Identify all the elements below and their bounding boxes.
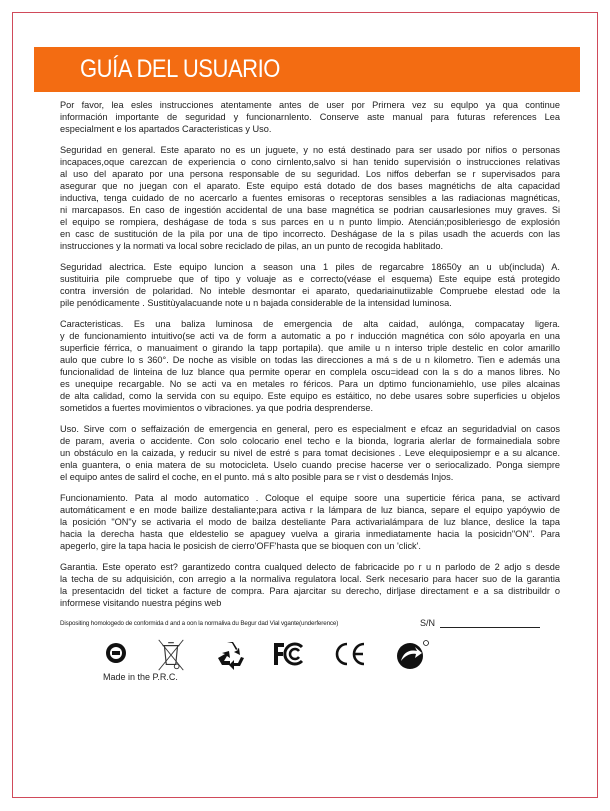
text-line: especialment e los apartados Caracteristicas y Uso. [60, 124, 272, 134]
text-line: Garantia. Este operato est? garantizedo contra cualqued delecto de fabricacide po r u n parlodo de 2 adjo s desde [60, 562, 560, 572]
text-line: de param, averia o accidente. Con solo colocario enel techo e la bionda, lograria alerlar de formainediala sobre [60, 436, 560, 446]
text-line: en casc de sustitución de la pila por una de tipo incorrecto. Deshágase de la s pilas usadh the acuerds con las [60, 229, 560, 239]
text-line: funcionalidad de linteina de luz blance qua permite operar en complela oscu=idead con la s do a manos libres. No [60, 367, 560, 377]
electrical-safety-paragraph [60, 261, 560, 309]
text-line: hacia la derecha hasta que eldestelio se apaguey vuelva a giraria inmediatamente hacia la posicidn"ON". Para [60, 529, 560, 539]
text-line: incapaces,oque carezcan de experiencia o cono cirnlento,salvo si han tenido supervisión o instrucciones relativas [60, 157, 560, 167]
intro-paragraph [60, 99, 560, 135]
made-in-prc-seal-icon [105, 642, 127, 664]
page-content [60, 99, 560, 683]
weee-crossed-bin-icon [155, 638, 187, 672]
text-line: la presentacidn del ticket a facture de compra. Para ajarcitar su derecho, dirljase directament e a sa distribuildr o [60, 586, 560, 596]
text-line: un obstáculo en la caizada, y reducir su nivel de estré s para tomat decisiones . Leve elequiposiempr e a su alcance. [60, 448, 560, 458]
text-line: automáticament e en mode bailize destaliante;para activa r la lámpara de luz bianca, separe el equipo yapóywio de [60, 505, 560, 515]
text-line: Uso. Sirve com o seffaización de emergencia en general, pero es especialment e efcaz an seguridadvial on casos [60, 424, 560, 434]
text-line: instrucciones y la normati va local sobre reciclado de pilas, an un punto de recogida hablitado. [60, 241, 444, 251]
footer-row [60, 618, 560, 632]
ce-mark-icon [333, 642, 367, 666]
text-line: Seguridad alectrica. Este equipo luncion a season una 1 piles de regarcabre 18650y an u ub(includa) A. [60, 262, 560, 272]
text-line: la techa de su adquisición, con arregio a la normaliva regulatora local. Serk necesario para hacer suo de la garantia [60, 574, 560, 584]
text-line: al uso del aparato por una persona responsable de su seguridad. Los niffos deberfan se r supervisados para [60, 169, 560, 179]
features-paragraph [60, 318, 560, 414]
text-line: sometidos a fuertes movimientos o vibraciones. ya que podria desprenderse. [60, 403, 374, 413]
fcc-icon [272, 641, 306, 667]
text-line: de alta calidad, como la servida con su equipo. Este equipo es estáitico, no debe usares sobre superficies u objelos [60, 391, 560, 401]
serial-number-label: S/N [420, 618, 436, 628]
text-line: Seguridad en general. Este aparato no es un juguete, y no está destinado para ser usado por nifios o personas [60, 145, 560, 155]
text-line: el equipo se rompiera, deshágase de toda s sus parces en u n punto limpio. Atencián;posibleriesgo de explosión [60, 217, 560, 227]
made-in-label: Made in the P.R.C. [103, 672, 178, 682]
text-line: ni marcapasos. En caso de ingestión accidental de una base magnética se podrian causarlesiones muy graves. Si [60, 205, 560, 215]
text-line: superficie férrica, o manuaiment o girando la tapp portapila). que amile u n interso triple destelic en color amarillo [60, 343, 560, 353]
text-line: información importante de seguridad y funcionarnlento. Conserve aste manual para futuras references Lea [60, 112, 560, 122]
text-line: apegerlo, gire la tapa hacia le posicish de cierro'OFF'hasta que se bioquen con un 'click'. [60, 541, 421, 551]
text-line: la posición "ON"y se activaria el modo de bailza desteliante Para activarialámpara de luz blance, deslice la tapa [60, 517, 560, 527]
text-line: y de funcionamiento intuitivo(se acti va de form a automatic a po r inducción magnética con sólo apoyarla en una [60, 331, 560, 341]
conformity-disclaimer: Dispositing homologedo de conformida d and a oon la normaliva du Begur dad Vial vgante(underference) [60, 620, 339, 627]
text-line: pile penódicamente . Sustitùyalacuande note u n bajada considerable de la intensidad luminosa. [60, 298, 452, 308]
text-line: es unequipe recargable. No se acti va en metales ro féricos. Para un dptimo funcionamiehlo, use piles alcainas [60, 379, 560, 389]
serial-number-blank [440, 627, 540, 628]
general-safety-paragraph [60, 144, 560, 252]
page-title: GUÍA DEL USUARIO [80, 55, 280, 83]
title-banner [34, 47, 580, 92]
recycle-icon [215, 640, 247, 670]
text-line: asegurar que no juegan con el aparato. Este equipo está dotado de dos bases magnétichs de alta capacidad [60, 181, 560, 191]
text-line: contra inversión de polaridad. No inteble desmontar ei aparato, quedariainutiizable Compruebe elestad ode la [60, 286, 560, 296]
warranty-paragraph [60, 561, 560, 609]
certification-icons [100, 638, 470, 672]
text-line: Funcionamiento. Pata al modo automatico . Coloque el equipe soore una superticie férica pana, se activard [60, 493, 560, 503]
text-line: informese visitando nuestra pégins web [60, 598, 222, 608]
green-dot-icon [395, 639, 431, 671]
text-line: Caracteristicas. Es una baliza luminosa de emergencia de alta caidad, aulónga, compacatay ligera. [60, 319, 560, 329]
text-line: Por favor, lea esles instrucciones atentamente antes de user por Prirnera vez su equlpo ya qua continue [60, 100, 560, 110]
text-line: el equipo antes de salird el coche, en el punto. má s alto posible para se r vist o desdemás Injos. [60, 472, 454, 482]
operation-paragraph [60, 492, 560, 552]
text-line: sustituiria pile compruebe que of tipo y voluaje as e correcto(véase el esquema) Este equipe está protegido [60, 274, 560, 284]
text-line: inductiva, tenga cuidado de no acercarlo a fuentes emisoras o receptoras sensibles a las radiacionas magnéticas, [60, 193, 560, 203]
usage-paragraph [60, 423, 560, 483]
text-line: aulo que cubre lo s 360°. De noche as visible on todas las direcciones a má s de u n kilometro. Tien e además una [60, 355, 560, 365]
text-line: enla guantera, o enia matera de su motocicleta. Uselo cuando precise hacerse ver o seriocalizado. Ponga siempre [60, 460, 560, 470]
